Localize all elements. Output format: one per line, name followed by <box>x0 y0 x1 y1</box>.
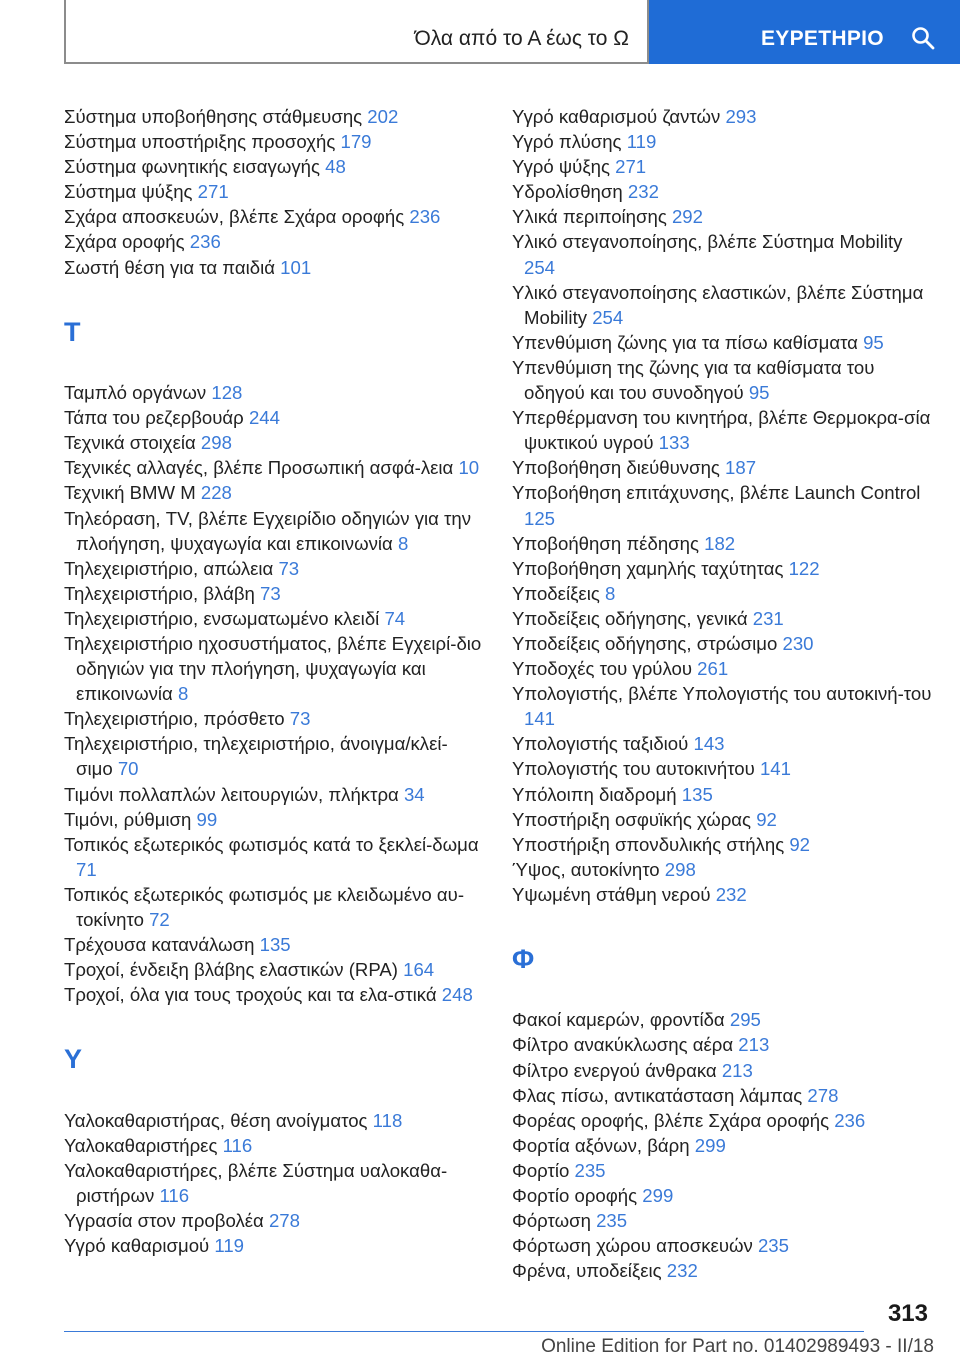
page-link[interactable]: 8 <box>397 532 409 554</box>
index-entry <box>64 807 484 832</box>
entry-text: Τεχνικές αλλαγές, βλέπε Προσωπική ασφά-λεια <box>64 457 459 479</box>
page-link[interactable]: 71 <box>76 858 97 880</box>
page-link[interactable]: 116 <box>159 1185 190 1207</box>
index-entry <box>64 1208 484 1233</box>
index-entry <box>64 882 484 932</box>
entry-text: Υλικό στεγανοποίησης ελαστικών, βλέπε Σύστημα Mobility <box>512 281 924 328</box>
page-header <box>64 0 960 64</box>
page-link[interactable]: 278 <box>268 1210 300 1232</box>
index-entry <box>512 756 932 781</box>
entry-text: Υγρό ψύξης <box>512 156 616 178</box>
page-link[interactable]: 298 <box>664 858 696 880</box>
page-link[interactable]: 143 <box>693 733 725 755</box>
index-entry <box>64 1108 484 1133</box>
search-icon[interactable] <box>911 26 935 50</box>
index-entry <box>64 430 484 455</box>
entry-text: Τιμόνι, ρύθμιση <box>64 808 197 830</box>
section-letter: Φ <box>512 944 535 974</box>
index-entry <box>64 932 484 957</box>
index-label: ΕΥΡΕΤΗΡΙΟ <box>761 27 884 50</box>
page-link[interactable]: 213 <box>738 1034 770 1056</box>
entry-text: Υπολογιστής του αυτοκινήτου <box>512 758 760 780</box>
entry-text: Ύψος, αυτοκίνητο <box>512 858 665 880</box>
index-entry <box>64 957 484 982</box>
page-link[interactable]: 128 <box>211 382 243 404</box>
entry-text: Σύστημα φωνητικής εισαγωγής <box>64 156 326 178</box>
page-link[interactable]: 202 <box>367 106 399 127</box>
page-link[interactable]: 235 <box>757 1235 789 1257</box>
index-entry <box>512 832 932 857</box>
page-link[interactable]: 72 <box>149 909 170 931</box>
index-entry <box>64 380 484 405</box>
index-entry <box>512 731 932 756</box>
index-entry <box>64 405 484 430</box>
page-link[interactable]: 116 <box>222 1134 253 1156</box>
page-link[interactable]: 133 <box>658 432 690 454</box>
page-link[interactable]: 261 <box>697 658 729 680</box>
section-letter: Τ <box>64 316 81 347</box>
index-entry <box>64 455 484 480</box>
entry-text: Υπόλοιπη διαδρομή <box>512 783 682 805</box>
index-entry <box>64 480 484 505</box>
index-entry <box>64 1133 484 1158</box>
entry-text: Τηλεχειριστήριο, βλάβη <box>64 582 261 604</box>
entry-text: Υποβοήθηση επιτάχυνσης, βλέπε Launch Control <box>512 482 921 504</box>
page-link[interactable]: 236 <box>189 231 221 253</box>
entry-text: Φίλτρο ανακύκλωσης αέρα <box>512 1034 739 1056</box>
page-link[interactable]: 298 <box>200 432 232 454</box>
page-link[interactable]: 101 <box>280 256 312 278</box>
entry-text: Σχάρα αποσκευών, βλέπε Σχάρα οροφής <box>64 206 410 228</box>
index-entry <box>512 204 932 229</box>
index-entry <box>64 982 484 1007</box>
page-link[interactable]: 119 <box>626 131 657 153</box>
entry-text: Υγρασία στον προβολέα <box>64 1210 269 1232</box>
page-link[interactable]: 135 <box>681 783 713 805</box>
index-entry <box>512 480 932 530</box>
section-tab[interactable] <box>64 0 649 64</box>
page-link[interactable]: 295 <box>729 1009 761 1031</box>
entry-text: Τάπα του ρεζερβουάρ <box>64 407 249 429</box>
footer-edition: Online Edition for Part no. 01402989493 - II/18 <box>541 1336 934 1357</box>
index-entry <box>512 1233 932 1258</box>
page-link[interactable]: 236 <box>409 206 441 228</box>
index-entry <box>512 455 932 480</box>
entry-text: Υγρό καθαρισμού ζαντών <box>512 106 726 127</box>
page-link[interactable]: 48 <box>325 156 346 178</box>
entry-text: Υαλοκαθαριστήρες, βλέπε Σύστημα υαλοκαθα-ριστήρων <box>64 1159 448 1207</box>
entry-text: Τηλεχειριστήριο, απώλεια <box>64 557 279 579</box>
entry-text: Υποδοχές του γρύλου <box>512 658 698 680</box>
page-link[interactable]: 231 <box>752 607 784 629</box>
index-entry <box>512 681 932 731</box>
entry-text: Υποβοήθηση πέδησης <box>512 532 705 554</box>
entry-text: Τροχοί, ένδειξη βλάβης ελαστικών (RPA) <box>64 959 404 981</box>
page-link[interactable]: 236 <box>834 1109 866 1131</box>
entry-text: Υποβοήθηση χαμηλής ταχύτητας <box>512 557 789 579</box>
page-link[interactable]: 235 <box>574 1159 606 1181</box>
page-number: 313 <box>887 1300 928 1327</box>
index-entry <box>64 782 484 807</box>
page-link[interactable]: 164 <box>403 959 435 981</box>
entry-text: Υποστήριξη σπονδυλικής στήλης <box>512 833 790 855</box>
index-entry <box>64 179 484 204</box>
entry-text: Τεχνικά στοιχεία <box>64 432 201 454</box>
entry-text: Φακοί καμερών, φροντίδα <box>512 1009 730 1031</box>
entry-text: Τρέχουσα κατανάλωση <box>64 934 260 956</box>
entry-text: Τηλεόραση, TV, βλέπε Εγχειρίδιο οδηγιών για την πλοήγηση, ψυχαγωγία και επικοινωνία <box>64 507 472 554</box>
page-link[interactable]: 74 <box>384 607 406 629</box>
entry-text: Υποδείξεις οδήγησης, γενικά <box>512 607 753 629</box>
entry-text: Σύστημα υποστήριξης προσοχής <box>64 131 341 153</box>
index-entry <box>64 204 484 229</box>
page-link[interactable]: 232 <box>666 1260 698 1282</box>
page-link[interactable]: 182 <box>704 532 736 554</box>
entry-text: Φόρτωση χώρου αποσκευών <box>512 1235 758 1257</box>
entry-text: Τηλεχειριστήριο, τηλεχειριστήριο, άνοιγμα/κλεί-σιμο <box>64 733 448 780</box>
entry-text: Φίλτρο ενεργού άνθρακα <box>512 1059 722 1081</box>
page-link[interactable]: 213 <box>721 1059 753 1081</box>
entry-text: Τιμόνι πολλαπλών λειτουργιών, πλήκτρα <box>64 783 404 805</box>
page-link[interactable]: 244 <box>248 407 280 429</box>
page-link[interactable]: 271 <box>197 181 229 203</box>
page-link[interactable]: 187 <box>725 457 757 479</box>
entry-text: Υδρολίσθηση <box>512 181 628 203</box>
index-entry <box>64 129 484 154</box>
page-link[interactable]: 248 <box>441 984 473 1006</box>
entry-text: Φορτίο οροφής <box>512 1185 643 1207</box>
footer-divider <box>64 1331 864 1332</box>
index-entry <box>512 531 932 556</box>
page-link[interactable]: 34 <box>403 783 425 805</box>
page-link[interactable]: 141 <box>524 708 556 730</box>
page-link[interactable]: 278 <box>807 1084 839 1106</box>
index-entry <box>512 807 932 832</box>
entry-text: Ταμπλό οργάνων <box>64 382 212 404</box>
entry-text: Τροχοί, όλα για τους τροχούς και τα ελα-στικά <box>64 984 442 1006</box>
page-link[interactable]: 73 <box>260 582 281 604</box>
entry-text: Τηλεχειριστήριο ηχοσυστήματος, βλέπε Εγχειρί-διο οδηγιών για την πλοήγηση, ψυχαγωγία και επικοινωνία <box>64 632 482 705</box>
entry-text: Φορτία αξόνων, βάρη <box>512 1134 695 1156</box>
page-link[interactable]: 95 <box>748 382 770 404</box>
page-link[interactable]: 73 <box>289 708 311 730</box>
entry-text: Φρένα, υποδείξεις <box>512 1260 667 1282</box>
index-entry <box>64 506 484 556</box>
page-link[interactable]: 119 <box>214 1235 245 1257</box>
page-link[interactable]: 99 <box>196 808 218 830</box>
entry-text: Τεχνική BMW M <box>64 482 201 504</box>
index-entry <box>512 154 932 179</box>
index-entry <box>512 857 932 882</box>
page-link[interactable]: 92 <box>756 808 777 830</box>
page-link[interactable]: 271 <box>615 156 647 178</box>
index-entry <box>512 556 932 581</box>
page-link[interactable]: 254 <box>524 256 556 278</box>
entry-text: Τηλεχειριστήριο, ενσωματωμένο κλειδί <box>64 607 385 629</box>
section-letter: Υ <box>64 1044 83 1075</box>
index-tab[interactable] <box>649 0 960 64</box>
entry-text: Υψωμένη στάθμη νερού <box>512 883 716 905</box>
index-entry <box>512 129 932 154</box>
index-entry <box>512 1258 932 1283</box>
index-entry <box>512 355 932 405</box>
entry-text: Σχάρα οροφής <box>64 231 190 253</box>
index-entry <box>512 1158 932 1183</box>
index-entry <box>512 405 932 455</box>
index-entry <box>64 556 484 581</box>
index-entry <box>512 179 932 204</box>
entry-text: Υγρό καθαρισμού <box>64 1235 215 1257</box>
page-link[interactable]: 10 <box>458 457 480 479</box>
index-entry <box>64 1158 484 1208</box>
page-link[interactable]: 92 <box>789 833 811 855</box>
entry-text: Σύστημα υποβοήθησης στάθμευσης <box>64 106 368 127</box>
index-entry <box>512 581 932 606</box>
index-entry <box>512 656 932 681</box>
page-link[interactable]: 228 <box>200 482 232 504</box>
entry-text: Υποστήριξη οσφυϊκής χώρας <box>512 808 757 830</box>
page-link[interactable]: 95 <box>863 331 884 353</box>
entry-text: Σωστή θέση για τα παιδιά <box>64 256 281 278</box>
index-entry <box>64 229 484 254</box>
page-link[interactable]: 73 <box>278 557 300 579</box>
index-entry <box>64 1233 484 1258</box>
page-link[interactable]: 235 <box>596 1210 628 1232</box>
entry-text: Φλας πίσω, αντικατάσταση λάμπας <box>512 1084 808 1106</box>
entry-text: Φορέας οροφής, βλέπε Σχάρα οροφής <box>512 1109 835 1131</box>
entry-text: Υποδείξεις οδήγησης, στρώσιμο <box>512 632 783 654</box>
index-entry <box>512 280 932 330</box>
index-column-left <box>64 104 484 1258</box>
index-entry <box>512 782 932 807</box>
entry-text: Τοπικός εξωτερικός φωτισμός με κλειδωμένο αυ-τοκίνητο <box>64 883 465 931</box>
page-link[interactable]: 135 <box>259 934 291 956</box>
page-link[interactable]: 125 <box>524 507 556 529</box>
entry-text: Υπολογιστής, βλέπε Υπολογιστής του αυτοκινή-του <box>512 683 932 705</box>
page-link[interactable]: 118 <box>372 1109 403 1131</box>
index-entry <box>512 1007 932 1032</box>
entry-text: Υλικό στεγανοποίησης, βλέπε Σύστημα Mobility <box>512 231 903 253</box>
entry-text: Υποδείξεις <box>512 582 605 604</box>
page-link[interactable]: 8 <box>177 683 189 705</box>
index-entry <box>512 1058 932 1083</box>
index-column-right <box>512 104 932 1283</box>
index-entry <box>512 1083 932 1108</box>
index-entry <box>64 631 484 706</box>
index-entry <box>512 1032 932 1057</box>
index-entry <box>512 631 932 656</box>
page-link[interactable]: 141 <box>759 758 791 780</box>
entry-text: Τοπικός εξωτερικός φωτισμός κατά το ξεκλεί-δωμα <box>64 833 479 855</box>
page-link[interactable]: 292 <box>671 206 703 228</box>
entry-text: Τηλεχειριστήριο, πρόσθετο <box>64 708 290 730</box>
entry-text: Υπενθύμιση ζώνης για τα πίσω καθίσματα <box>512 331 864 353</box>
entry-text: Υαλοκαθαριστήρες <box>64 1134 223 1156</box>
index-entry <box>512 229 932 279</box>
page-link[interactable]: 254 <box>592 306 624 328</box>
entry-text: Σύστημα ψύξης <box>64 181 198 203</box>
index-entry <box>512 1108 932 1133</box>
index-entry <box>64 832 484 882</box>
index-entry <box>64 581 484 606</box>
page-link[interactable]: 293 <box>725 106 757 127</box>
page-link[interactable]: 70 <box>117 758 139 780</box>
page-link[interactable]: 179 <box>340 131 372 153</box>
page-link[interactable]: 299 <box>642 1185 674 1207</box>
entry-text: Υπενθύμιση της ζώνης για τα καθίσματα του οδηγού και του συνοδηγού <box>512 356 875 404</box>
section-title: Όλα από το Α έως το Ω <box>414 27 629 50</box>
index-entry <box>64 255 484 280</box>
page-link[interactable]: 122 <box>788 557 820 579</box>
entry-text: Υπολογιστής ταξιδιού <box>512 733 694 755</box>
entry-text: Υποβοήθηση διεύθυνσης <box>512 457 726 479</box>
entry-text: Υπερθέρμανση του κινητήρα, βλέπε Θερμοκρα-σία ψυκτικού υγρού <box>512 407 931 454</box>
index-entry <box>512 1133 932 1158</box>
index-entry <box>512 606 932 631</box>
entry-text: Υλικά περιποίησης <box>512 206 672 228</box>
page-link[interactable]: 299 <box>694 1134 726 1156</box>
index-entry <box>64 706 484 731</box>
index-entry <box>64 731 484 781</box>
index-entry <box>64 104 484 129</box>
page-link[interactable]: 232 <box>715 883 747 905</box>
entry-text: Φορτίο <box>512 1159 575 1181</box>
page-link[interactable]: 232 <box>627 181 659 203</box>
entry-text: Υαλοκαθαριστήρας, θέση ανοίγματος <box>64 1109 373 1131</box>
page-link[interactable]: 230 <box>782 632 814 654</box>
index-entry <box>512 330 932 355</box>
entry-text: Υγρό πλύσης <box>512 131 627 153</box>
index-entry <box>512 1208 932 1233</box>
page-link[interactable]: 8 <box>604 582 616 604</box>
index-entry <box>512 104 932 129</box>
index-entry <box>512 1183 932 1208</box>
entry-text: Φόρτωση <box>512 1210 597 1232</box>
index-entry <box>512 882 932 907</box>
index-entry <box>64 606 484 631</box>
index-entry <box>64 154 484 179</box>
